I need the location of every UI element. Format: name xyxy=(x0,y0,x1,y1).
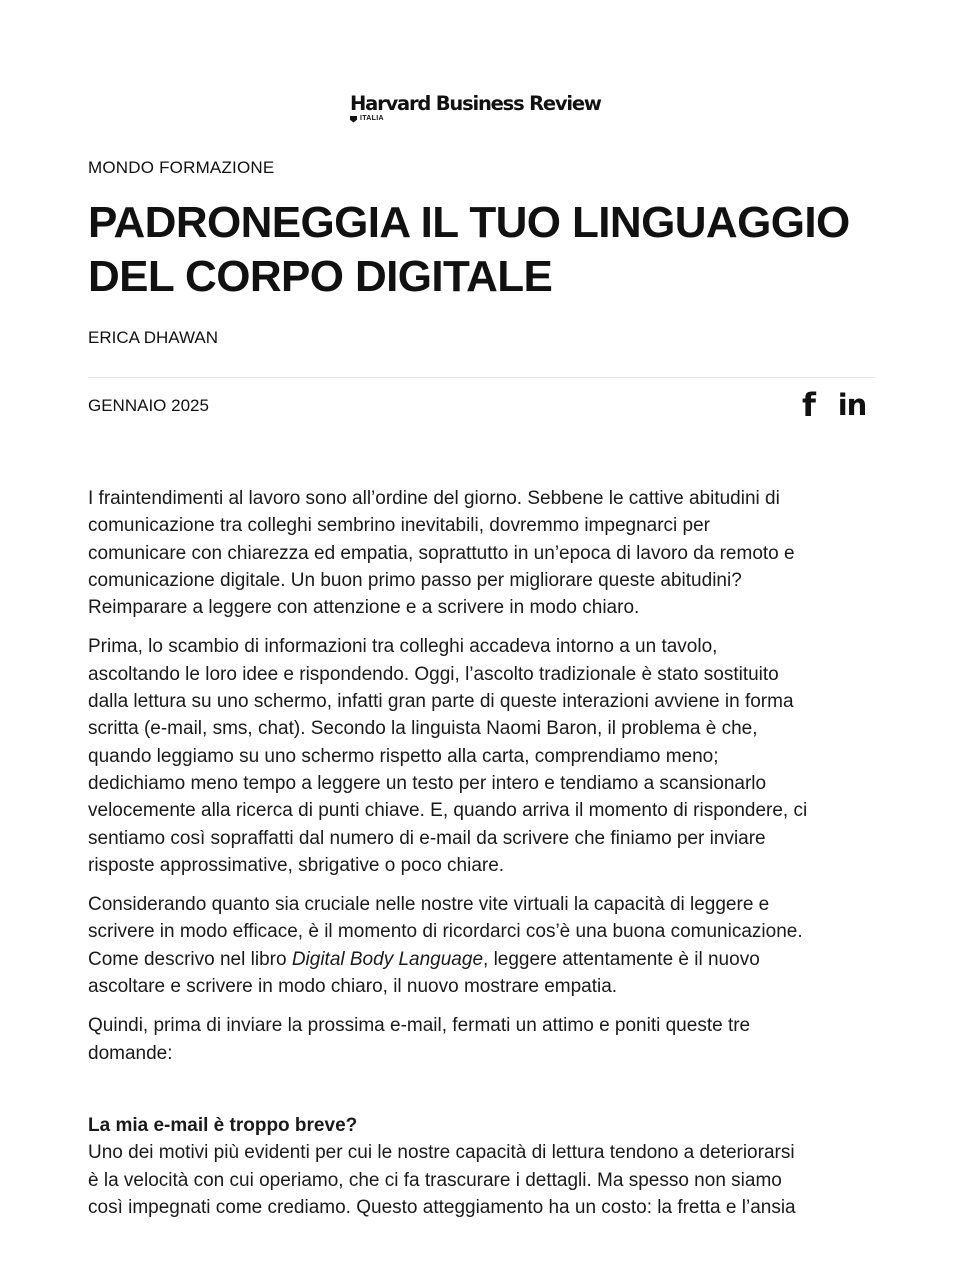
text-line: sentiamo così sopraffatti dal numero di e-mail da scrivere che finiamo per inviare xyxy=(88,827,766,849)
paragraph xyxy=(88,891,888,1000)
text-line: è la velocità con cui operiamo, che ci fa trascurare i dettagli. Ma spesso non siamo xyxy=(88,1169,782,1191)
text-line: dalla lettura su uno schermo, infatti gran parte di queste interazioni avviene in forma xyxy=(88,691,794,713)
text-line: ascoltando le loro idee e rispondendo. Oggi, l’ascolto tradizionale è stato sostituito xyxy=(88,663,779,685)
title-line: DEL CORPO DIGITALE xyxy=(88,252,553,301)
author[interactable]: ERICA DHAWAN xyxy=(88,328,219,347)
text-line xyxy=(88,946,888,973)
shield-icon xyxy=(350,116,357,123)
text-line: I fraintendimenti al lavoro sono all’ordine del giorno. Sebbene le cattive abitudini di xyxy=(88,488,780,509)
text-line: Prima, lo scambio di informazioni tra colleghi accadeva intorno a un tavolo, xyxy=(88,636,718,658)
linkedin-share-icon[interactable]: in xyxy=(837,388,867,422)
text-line: scrivere in modo efficace, è il momento di ricordarci cos’è una buona comunicazione. xyxy=(88,921,803,943)
text-line: Reimparare a leggere con attenzione e a scrivere in modo chiaro. xyxy=(88,597,640,619)
section-heading: La mia e-mail è troppo breve? xyxy=(88,1114,358,1136)
text-line: comunicare con chiarezza ed empatia, soprattutto in un’epoca di lavoro da remoto e xyxy=(88,542,795,564)
text-line: Considerando quanto sia cruciale nelle nostre vite virtuali la capacità di leggere e xyxy=(88,894,770,916)
hbr-logo[interactable] xyxy=(350,93,601,123)
text-line: domande: xyxy=(88,1042,173,1064)
text-line: dedichiamo meno tempo a leggere un testo per intero e tendiamo a scansionarlo xyxy=(88,772,767,794)
text-line: Uno dei motivi più evidenti per cui le nostre capacità di lettura tendono a deteriorarsi xyxy=(88,1142,795,1164)
text-line: comunicazione tra colleghi sembrino inevitabili, dovremmo impegnarci per xyxy=(88,515,711,537)
text-line: velocemente alla ricerca di punti chiave. E, quando arriva il momento di rispondere, ci xyxy=(88,800,808,822)
paragraph xyxy=(88,1012,888,1067)
section-label[interactable]: MONDO FORMAZIONE xyxy=(88,158,275,177)
book-title: Digital Body Language xyxy=(291,948,484,970)
facebook-share-icon[interactable]: f xyxy=(802,386,816,424)
article-body xyxy=(88,485,888,1221)
paragraph xyxy=(88,485,888,621)
text-line: risposte approssimative, sbrigative o poco chiare. xyxy=(88,854,505,876)
title-line: PADRONEGGIA IL TUO LINGUAGGIO xyxy=(88,198,850,247)
logo-wordmark: Harvard Business Review xyxy=(350,92,601,115)
text-line: ascoltare e scrivere in modo chiaro, il nuovo mostrare empatia. xyxy=(88,976,618,998)
publish-date: GENNAIO 2025 xyxy=(88,396,209,415)
divider xyxy=(88,377,875,378)
paragraph xyxy=(88,633,888,879)
text-line: così impegnati come crediamo. Questo atteggiamento ha un costo: la fretta e l’ansia xyxy=(88,1196,796,1218)
text-line: Quindi, prima di inviare la prossima e-mail, fermati un attimo e poniti queste tre xyxy=(88,1015,751,1037)
page-title xyxy=(88,196,908,304)
text-line: comunicazione digitale. Un buon primo passo per migliorare queste abitudini? xyxy=(88,569,742,591)
text-segment: Come descrivo nel libro xyxy=(88,948,292,970)
text-line: quando leggiamo su uno schermo rispetto alla carta, comprendiamo meno; xyxy=(88,745,719,767)
text-line: scritta (e-mail, sms, chat). Secondo la linguista Naomi Baron, il problema è che, xyxy=(88,718,758,740)
text-segment: , leggere attentamente è il nuovo xyxy=(483,948,760,970)
logo-edition: ITALIA xyxy=(360,115,384,122)
